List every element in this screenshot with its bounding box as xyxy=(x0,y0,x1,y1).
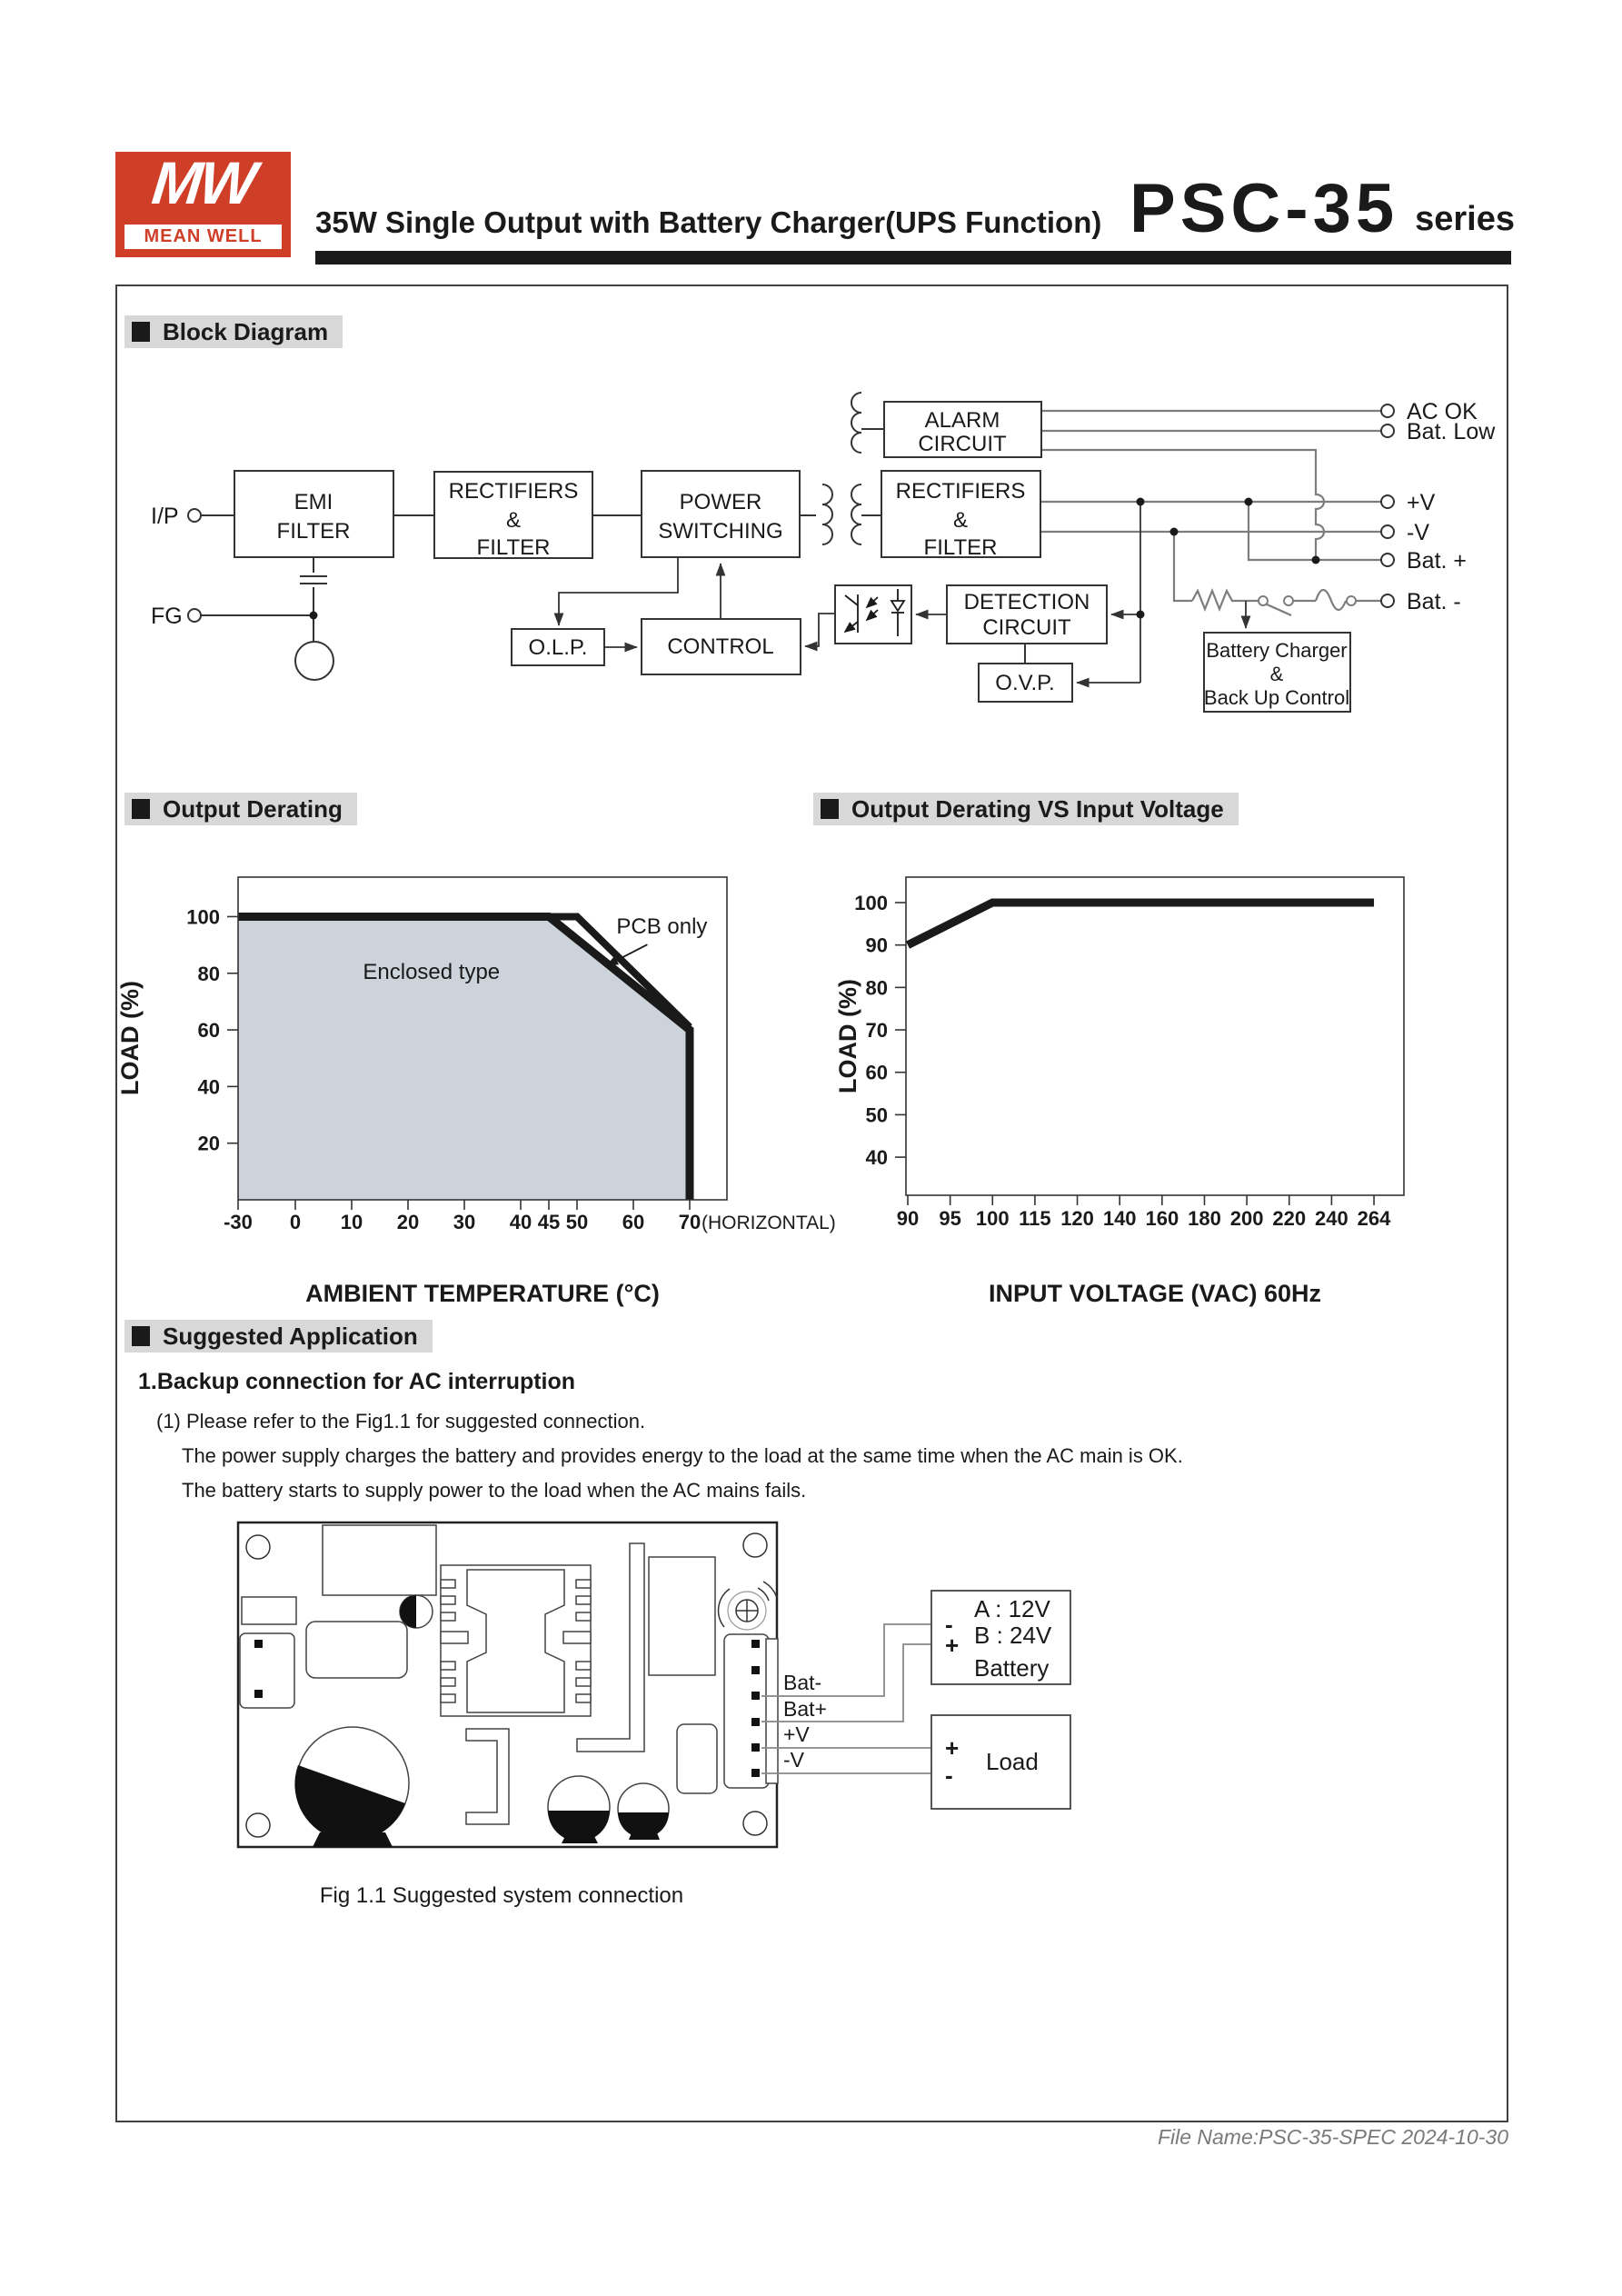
ip-label: I/P xyxy=(151,504,179,529)
pin-label-neg-v: -V xyxy=(783,1748,804,1772)
control-label: CONTROL xyxy=(667,634,774,659)
bat-low-terminal xyxy=(1381,424,1394,437)
rect2-label: RECTIFIERS xyxy=(895,479,1026,504)
fg-terminal xyxy=(188,609,201,622)
section-suggested-application xyxy=(124,1320,433,1353)
load-limit-line xyxy=(908,903,1374,945)
section-output-derating xyxy=(124,793,357,825)
section-bullet-icon xyxy=(132,799,150,819)
rect1-label: FILTER xyxy=(476,535,551,560)
x-tick-label: -30 xyxy=(224,1211,253,1233)
y-tick-label: 40 xyxy=(865,1146,888,1170)
x-tick-label: 140 xyxy=(1102,1207,1137,1230)
chart2-frame xyxy=(906,877,1404,1195)
series-name xyxy=(1129,170,1516,247)
earth-ground-icon xyxy=(295,642,333,680)
x-tick-label: 100 xyxy=(975,1207,1010,1230)
mw-logo-icon: MW xyxy=(148,149,258,216)
fg-label: FG xyxy=(151,604,183,629)
fig-1-1-diagram xyxy=(115,1509,1508,1927)
load-label: Load xyxy=(986,1748,1039,1775)
x-tick-label: 180 xyxy=(1188,1207,1221,1230)
y-tick-label: 80 xyxy=(865,976,888,1000)
derating-charts xyxy=(115,845,1508,1318)
charger-label: Battery Charger xyxy=(1206,639,1348,662)
neg-v-terminal xyxy=(1381,525,1394,538)
application-heading: 1.Backup connection for AC interruption xyxy=(138,1369,576,1394)
detection-label: CIRCUIT xyxy=(982,615,1071,640)
x-tick-label: 40 xyxy=(509,1211,532,1233)
detection-label: DETECTION xyxy=(963,590,1090,614)
y-axis-title: LOAD (%) xyxy=(116,981,144,1095)
x-tick-label: 50 xyxy=(565,1211,589,1233)
y-tick-label: 60 xyxy=(197,1019,220,1043)
x-tick-label: 264 xyxy=(1357,1207,1391,1230)
x-tick-label: 20 xyxy=(396,1211,420,1233)
x-tick-label: 60 xyxy=(622,1211,645,1233)
bat-low-label: Bat. Low xyxy=(1407,419,1496,444)
section-bullet-icon xyxy=(132,1326,150,1346)
application-note-3: The battery starts to supply power to the load when the AC mains fails. xyxy=(182,1479,807,1502)
y-tick-label: 100 xyxy=(854,892,888,914)
series-model: PSC-35 xyxy=(1129,170,1399,247)
y-tick-label: 90 xyxy=(865,933,888,957)
load-minus: - xyxy=(945,1762,953,1789)
x-axis-note: (HORIZONTAL) xyxy=(702,1213,836,1233)
battery-plus: + xyxy=(945,1632,960,1659)
figure-caption: Fig 1.1 Suggested system connection xyxy=(319,1883,684,1908)
y-tick-label: 100 xyxy=(186,905,220,929)
connector-strip xyxy=(766,1639,778,1783)
x-tick-label: 95 xyxy=(939,1207,961,1230)
section-title: Output Derating xyxy=(163,794,343,823)
file-name-footer: File Name:PSC-35-SPEC 2024-10-30 xyxy=(1157,2125,1508,2149)
pos-v-label: +V xyxy=(1407,490,1436,515)
application-note-2: The power supply charges the battery and provides energy to the load at the same time when the AC main is OK. xyxy=(182,1444,1183,1467)
alarm-label: ALARM xyxy=(924,408,1000,433)
ovp-label: O.V.P. xyxy=(995,671,1055,695)
load-plus: + xyxy=(945,1734,960,1762)
bat-pos-terminal xyxy=(1381,554,1394,566)
section-title: Suggested Application xyxy=(163,1322,418,1350)
x-tick-label: 200 xyxy=(1229,1207,1264,1230)
series-suffix: series xyxy=(1415,200,1516,238)
component-outline xyxy=(677,1724,717,1793)
mean-well-wordmark: MEAN WELL xyxy=(124,225,282,249)
x-axis-title: INPUT VOLTAGE (VAC) 60Hz xyxy=(988,1280,1322,1307)
charger-label: Back Up Control xyxy=(1203,686,1350,709)
y-tick-label: 50 xyxy=(865,1103,888,1127)
pin-label-bat-pos: Bat+ xyxy=(783,1697,827,1721)
section-derating-vs-input xyxy=(813,793,1239,825)
battery-minus: - xyxy=(945,1611,953,1638)
component-outline xyxy=(242,1597,296,1624)
ac-ok-terminal xyxy=(1381,404,1394,417)
diagram-boxes xyxy=(234,402,1350,712)
emi-label: FILTER xyxy=(276,519,351,544)
pos-v-terminal xyxy=(1381,495,1394,508)
mean-well-logo xyxy=(115,149,291,257)
ac-ok-label: AC OK xyxy=(1407,399,1478,424)
bat-neg-label: Bat. - xyxy=(1407,589,1461,614)
x-tick-label: 90 xyxy=(896,1207,920,1230)
y-tick-label: 60 xyxy=(865,1061,888,1084)
x-tick-label: 10 xyxy=(340,1211,363,1233)
application-note-1: (1) Please refer to the Fig1.1 for suggested connection. xyxy=(156,1410,646,1433)
emi-label: EMI xyxy=(294,490,333,514)
section-block-diagram xyxy=(124,315,343,348)
page-title: 35W Single Output with Battery Charger(UPS Function) xyxy=(315,205,1102,239)
x-tick-label: 115 xyxy=(1019,1207,1051,1230)
component-outline xyxy=(649,1557,715,1675)
section-bullet-icon xyxy=(132,322,150,342)
battery-label: Battery xyxy=(974,1654,1050,1682)
charger-label: & xyxy=(1269,663,1284,685)
olp-label: O.L.P. xyxy=(528,635,588,660)
x-tick-label: 0 xyxy=(289,1211,302,1233)
y-axis-title: LOAD (%) xyxy=(834,979,861,1093)
annotation-label: Enclosed type xyxy=(363,959,501,984)
neg-v-label: -V xyxy=(1407,520,1429,545)
rect1-label: RECTIFIERS xyxy=(448,479,579,504)
rect2-label: FILTER xyxy=(923,535,998,560)
power-label: SWITCHING xyxy=(658,519,783,544)
power-label: POWER xyxy=(679,490,762,514)
x-tick-label: 220 xyxy=(1272,1207,1307,1230)
output-connector xyxy=(724,1634,769,1788)
rect2-label: & xyxy=(952,508,969,533)
x-axis-title: AMBIENT TEMPERATURE (°C) xyxy=(305,1280,660,1307)
transformer-outline xyxy=(323,1525,436,1595)
title-underline xyxy=(315,251,1511,265)
section-bullet-icon xyxy=(821,799,839,819)
input-connector-outline xyxy=(240,1633,294,1708)
pin-label-pos-v: +V xyxy=(783,1722,810,1746)
battery-option-a: A : 12V xyxy=(974,1595,1050,1622)
battery-option-b: B : 24V xyxy=(974,1622,1052,1649)
annotation-label: PCB only xyxy=(616,914,708,940)
x-tick-label: 30 xyxy=(453,1211,476,1233)
ip-terminal xyxy=(188,509,201,522)
component-outline xyxy=(306,1622,407,1678)
x-tick-label: 240 xyxy=(1315,1207,1348,1230)
x-tick-label: 160 xyxy=(1145,1207,1179,1230)
transformer-icon xyxy=(822,393,861,544)
alarm-label: CIRCUIT xyxy=(918,432,1007,456)
rect1-label: & xyxy=(505,508,522,533)
y-tick-label: 40 xyxy=(197,1075,220,1099)
x-tick-label: 70 xyxy=(678,1211,702,1233)
y-tick-label: 20 xyxy=(197,1132,220,1155)
section-title: Block Diagram xyxy=(163,317,329,345)
section-title: Output Derating VS Input Voltage xyxy=(851,794,1224,823)
bat-neg-terminal xyxy=(1381,594,1394,607)
x-tick-label: 45 xyxy=(537,1211,561,1233)
bat-pos-label: Bat. + xyxy=(1407,548,1468,574)
block-diagram xyxy=(115,364,1508,791)
pin-label-bat-neg: Bat- xyxy=(783,1671,822,1694)
y-tick-label: 80 xyxy=(197,962,220,985)
y-tick-label: 70 xyxy=(865,1019,888,1043)
x-tick-label: 120 xyxy=(1060,1207,1094,1230)
